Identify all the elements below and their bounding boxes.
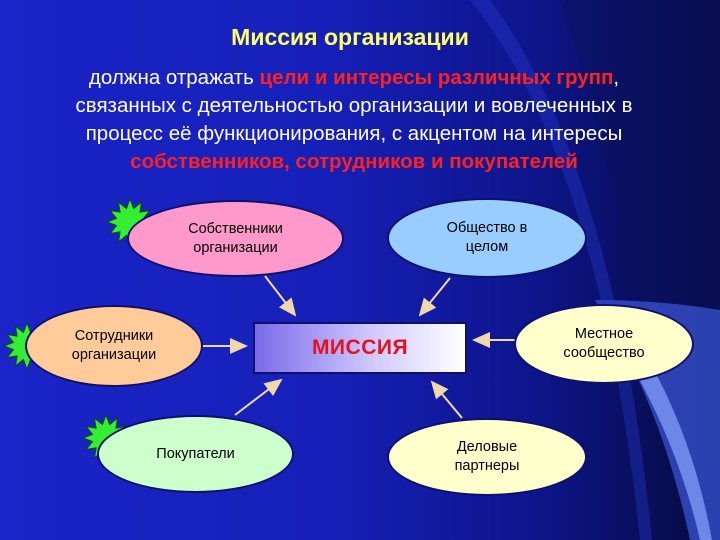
subtitle-highlight: собственников, сотрудников и покупателей: [130, 150, 578, 173]
subtitle-text: процесс её функционирования, с акцентом на интересы: [85, 122, 623, 145]
slide-title: Миссия организации: [231, 24, 469, 50]
mission-box: [253, 322, 467, 374]
node-partners: [387, 418, 587, 496]
subtitle-highlight: цели и интересы различных групп: [259, 66, 614, 89]
node-customers: [97, 415, 294, 493]
mission-label: МИССИЯ: [311, 336, 409, 359]
subtitle-text: связанных с деятельностью организации и вовлеченных в: [75, 94, 633, 117]
node-society-label: Общество в целом: [446, 220, 528, 255]
node-customers-label: Покупатели: [156, 445, 235, 462]
node-owners: [127, 200, 344, 277]
node-employees: [25, 305, 203, 387]
node-employees-label: Сотрудники организации: [71, 328, 157, 363]
subtitle-text: должна отражать: [88, 66, 260, 89]
node-owners-label: Собственники организации: [188, 220, 283, 256]
node-community-label: Местное сообщество: [563, 326, 645, 361]
subtitle-text: ,: [613, 66, 620, 89]
node-community: [514, 304, 694, 384]
node-society: [387, 198, 587, 278]
node-partners-label: Деловые партнеры: [454, 439, 520, 474]
